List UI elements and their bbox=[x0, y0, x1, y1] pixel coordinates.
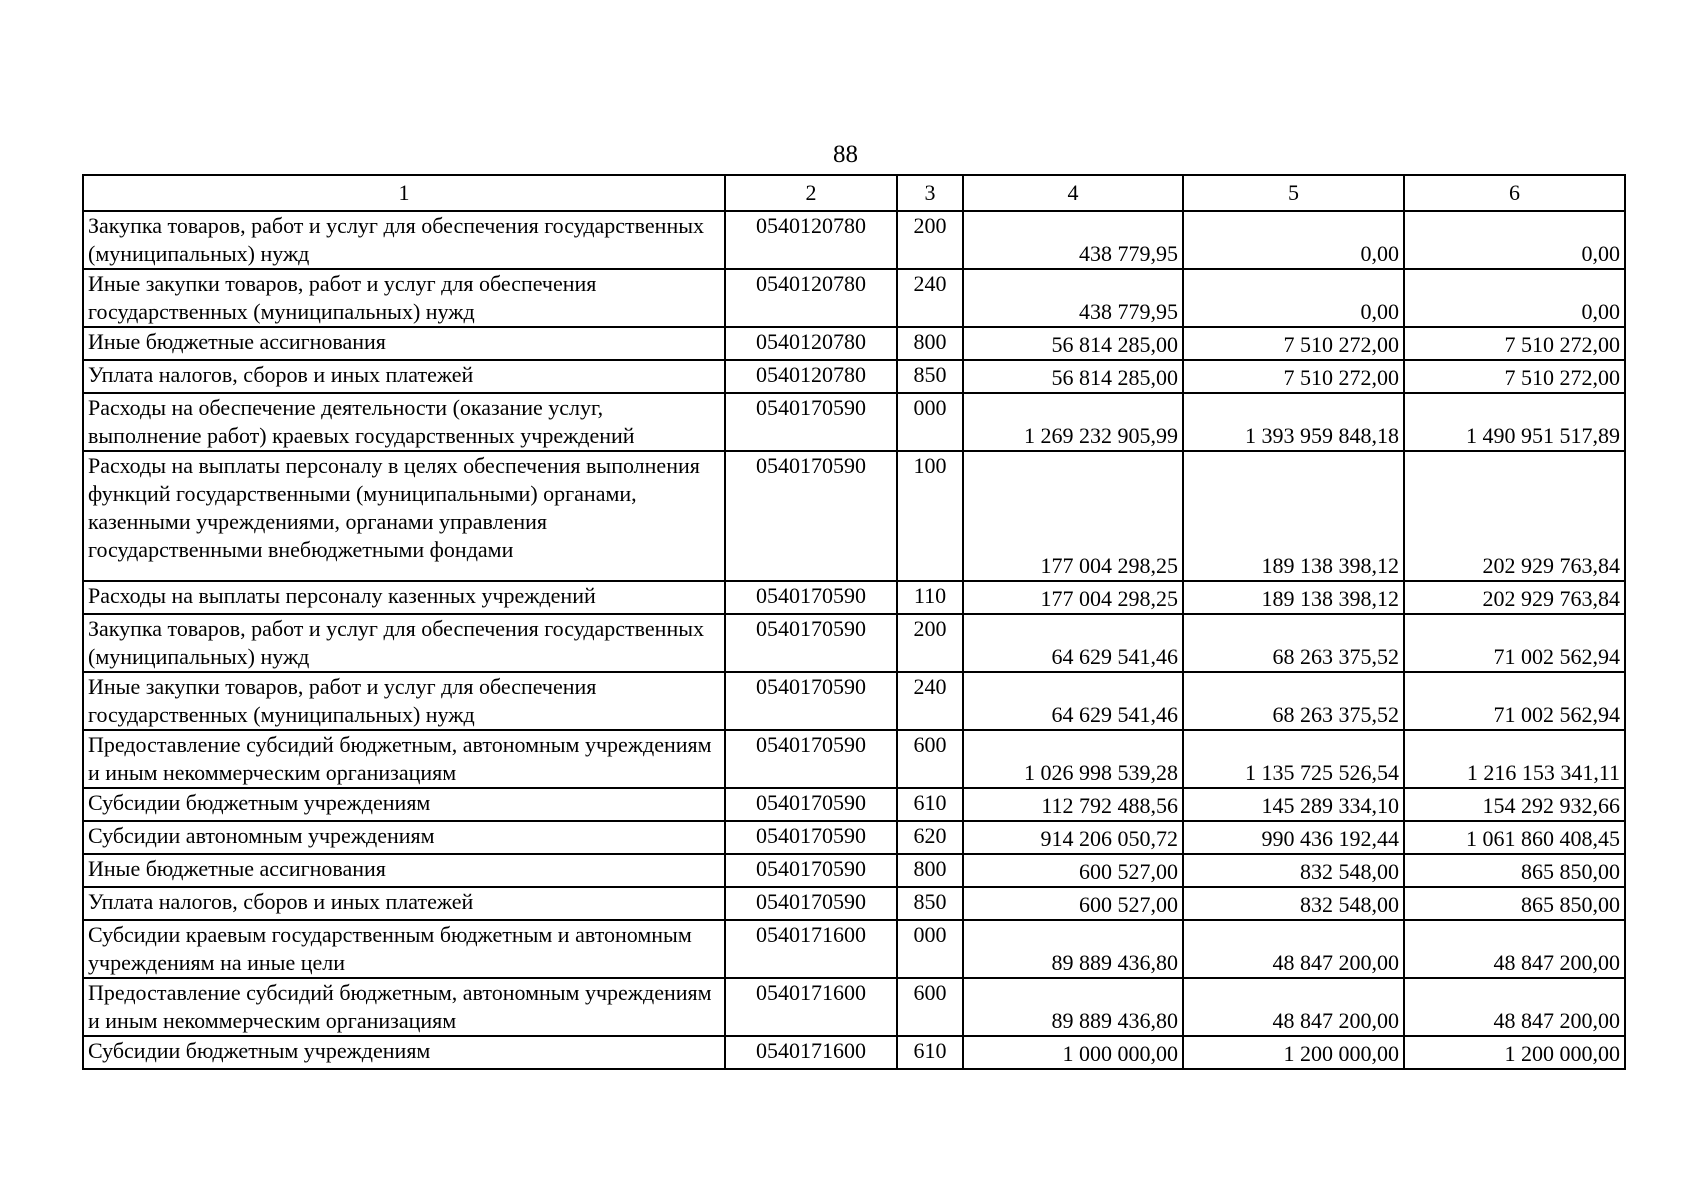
amount-column-6-cell: 0,00 bbox=[1404, 269, 1625, 327]
amount-column-6-cell: 1 061 860 408,45 bbox=[1404, 821, 1625, 854]
amount-column-5-cell: 1 135 725 526,54 bbox=[1183, 730, 1404, 788]
target-article-code-cell: 0540171600 bbox=[725, 978, 897, 1036]
amount-column-5-cell: 0,00 bbox=[1183, 211, 1404, 269]
expense-name-cell: Закупка товаров, работ и услуг для обеспечения государственных (муниципальных) нужд bbox=[83, 211, 725, 269]
amount-column-4-cell: 1 026 998 539,28 bbox=[963, 730, 1183, 788]
table-row bbox=[83, 1036, 1625, 1069]
amount-column-4-cell: 64 629 541,46 bbox=[963, 672, 1183, 730]
amount-column-6-cell: 154 292 932,66 bbox=[1404, 788, 1625, 821]
amount-column-5-cell: 48 847 200,00 bbox=[1183, 978, 1404, 1036]
amount-column-4-cell: 600 527,00 bbox=[963, 854, 1183, 887]
column-header-3: 3 bbox=[897, 175, 963, 211]
target-article-code-cell: 0540170590 bbox=[725, 581, 897, 614]
amount-column-6-cell: 48 847 200,00 bbox=[1404, 978, 1625, 1036]
expense-name-cell: Предоставление субсидий бюджетным, автономным учреждениям и иным некоммерческим организациям bbox=[83, 978, 725, 1036]
expense-name-cell: Иные бюджетные ассигнования bbox=[83, 327, 725, 360]
table-row bbox=[83, 393, 1625, 451]
column-header-5: 5 bbox=[1183, 175, 1404, 211]
amount-column-5-cell: 832 548,00 bbox=[1183, 854, 1404, 887]
amount-column-6-cell: 1 490 951 517,89 bbox=[1404, 393, 1625, 451]
column-header-1: 1 bbox=[83, 175, 725, 211]
table-row bbox=[83, 672, 1625, 730]
expense-type-code-cell: 000 bbox=[897, 393, 963, 451]
amount-column-5-cell: 189 138 398,12 bbox=[1183, 451, 1404, 581]
amount-column-4-cell: 56 814 285,00 bbox=[963, 360, 1183, 393]
expense-type-code-cell: 600 bbox=[897, 730, 963, 788]
amount-column-6-cell: 0,00 bbox=[1404, 211, 1625, 269]
expense-type-code-cell: 200 bbox=[897, 614, 963, 672]
amount-column-4-cell: 438 779,95 bbox=[963, 211, 1183, 269]
expense-type-code-cell: 100 bbox=[897, 451, 963, 581]
amount-column-5-cell: 68 263 375,52 bbox=[1183, 672, 1404, 730]
expense-name-cell: Субсидии бюджетным учреждениям bbox=[83, 788, 725, 821]
expense-name-cell: Уплата налогов, сборов и иных платежей bbox=[83, 360, 725, 393]
expense-type-code-cell: 240 bbox=[897, 269, 963, 327]
amount-column-4-cell: 64 629 541,46 bbox=[963, 614, 1183, 672]
amount-column-6-cell: 48 847 200,00 bbox=[1404, 920, 1625, 978]
table-row bbox=[83, 269, 1625, 327]
expense-type-code-cell: 110 bbox=[897, 581, 963, 614]
amount-column-4-cell: 1 269 232 905,99 bbox=[963, 393, 1183, 451]
target-article-code-cell: 0540120780 bbox=[725, 360, 897, 393]
expense-name-cell: Расходы на выплаты персоналу казенных учреждений bbox=[83, 581, 725, 614]
expense-name-cell: Предоставление субсидий бюджетным, автономным учреждениям и иным некоммерческим организациям bbox=[83, 730, 725, 788]
expense-name-cell: Уплата налогов, сборов и иных платежей bbox=[83, 887, 725, 920]
expense-name-cell: Субсидии бюджетным учреждениям bbox=[83, 1036, 725, 1069]
amount-column-5-cell: 832 548,00 bbox=[1183, 887, 1404, 920]
amount-column-6-cell: 1 216 153 341,11 bbox=[1404, 730, 1625, 788]
expense-name-cell: Расходы на обеспечение деятельности (оказание услуг, выполнение работ) краевых государственных учреждений bbox=[83, 393, 725, 451]
expense-type-code-cell: 850 bbox=[897, 887, 963, 920]
table-row bbox=[83, 887, 1625, 920]
amount-column-6-cell: 7 510 272,00 bbox=[1404, 327, 1625, 360]
expense-type-code-cell: 600 bbox=[897, 978, 963, 1036]
target-article-code-cell: 0540171600 bbox=[725, 1036, 897, 1069]
table-header bbox=[83, 175, 1625, 211]
target-article-code-cell: 0540171600 bbox=[725, 920, 897, 978]
amount-column-5-cell: 189 138 398,12 bbox=[1183, 581, 1404, 614]
amount-column-6-cell: 1 200 000,00 bbox=[1404, 1036, 1625, 1069]
target-article-code-cell: 0540170590 bbox=[725, 614, 897, 672]
expense-name-cell: Закупка товаров, работ и услуг для обеспечения государственных (муниципальных) нужд bbox=[83, 614, 725, 672]
table-row bbox=[83, 821, 1625, 854]
expense-name-cell: Иные бюджетные ассигнования bbox=[83, 854, 725, 887]
header-row bbox=[83, 175, 1625, 211]
table-row bbox=[83, 360, 1625, 393]
table-row bbox=[83, 327, 1625, 360]
budget-table bbox=[82, 174, 1626, 1070]
target-article-code-cell: 0540170590 bbox=[725, 821, 897, 854]
page-number: 88 bbox=[833, 141, 858, 168]
table-row bbox=[83, 730, 1625, 788]
expense-name-cell: Расходы на выплаты персоналу в целях обеспечения выполнения функций государственными (муниципальными) органами, казенными учреждениями, органами управления государственными внебюджетными фондами bbox=[83, 451, 725, 581]
amount-column-6-cell: 71 002 562,94 bbox=[1404, 614, 1625, 672]
table-row bbox=[83, 854, 1625, 887]
target-article-code-cell: 0540120780 bbox=[725, 327, 897, 360]
amount-column-4-cell: 1 000 000,00 bbox=[963, 1036, 1183, 1069]
expense-type-code-cell: 610 bbox=[897, 1036, 963, 1069]
target-article-code-cell: 0540170590 bbox=[725, 451, 897, 581]
amount-column-4-cell: 177 004 298,25 bbox=[963, 581, 1183, 614]
amount-column-6-cell: 865 850,00 bbox=[1404, 887, 1625, 920]
amount-column-4-cell: 438 779,95 bbox=[963, 269, 1183, 327]
expense-type-code-cell: 850 bbox=[897, 360, 963, 393]
amount-column-5-cell: 48 847 200,00 bbox=[1183, 920, 1404, 978]
amount-column-6-cell: 865 850,00 bbox=[1404, 854, 1625, 887]
expense-type-code-cell: 200 bbox=[897, 211, 963, 269]
expense-type-code-cell: 800 bbox=[897, 854, 963, 887]
expense-type-code-cell: 800 bbox=[897, 327, 963, 360]
amount-column-4-cell: 914 206 050,72 bbox=[963, 821, 1183, 854]
table-row bbox=[83, 920, 1625, 978]
amount-column-5-cell: 1 200 000,00 bbox=[1183, 1036, 1404, 1069]
amount-column-4-cell: 600 527,00 bbox=[963, 887, 1183, 920]
expense-name-cell: Субсидии автономным учреждениям bbox=[83, 821, 725, 854]
column-header-2: 2 bbox=[725, 175, 897, 211]
amount-column-4-cell: 177 004 298,25 bbox=[963, 451, 1183, 581]
amount-column-5-cell: 990 436 192,44 bbox=[1183, 821, 1404, 854]
amount-column-6-cell: 202 929 763,84 bbox=[1404, 451, 1625, 581]
target-article-code-cell: 0540170590 bbox=[725, 672, 897, 730]
table-row bbox=[83, 451, 1625, 581]
amount-column-5-cell: 1 393 959 848,18 bbox=[1183, 393, 1404, 451]
amount-column-5-cell: 0,00 bbox=[1183, 269, 1404, 327]
expense-name-cell: Субсидии краевым государственным бюджетным и автономным учреждениям на иные цели bbox=[83, 920, 725, 978]
expense-type-code-cell: 000 bbox=[897, 920, 963, 978]
amount-column-6-cell: 71 002 562,94 bbox=[1404, 672, 1625, 730]
amount-column-4-cell: 56 814 285,00 bbox=[963, 327, 1183, 360]
amount-column-6-cell: 7 510 272,00 bbox=[1404, 360, 1625, 393]
amount-column-4-cell: 89 889 436,80 bbox=[963, 920, 1183, 978]
target-article-code-cell: 0540120780 bbox=[725, 211, 897, 269]
table-row bbox=[83, 978, 1625, 1036]
table-row bbox=[83, 788, 1625, 821]
expense-name-cell: Иные закупки товаров, работ и услуг для обеспечения государственных (муниципальных) нужд bbox=[83, 672, 725, 730]
column-header-6: 6 bbox=[1404, 175, 1625, 211]
amount-column-5-cell: 7 510 272,00 bbox=[1183, 360, 1404, 393]
target-article-code-cell: 0540170590 bbox=[725, 854, 897, 887]
target-article-code-cell: 0540120780 bbox=[725, 269, 897, 327]
target-article-code-cell: 0540170590 bbox=[725, 730, 897, 788]
table-row bbox=[83, 614, 1625, 672]
amount-column-4-cell: 89 889 436,80 bbox=[963, 978, 1183, 1036]
amount-column-5-cell: 7 510 272,00 bbox=[1183, 327, 1404, 360]
amount-column-5-cell: 68 263 375,52 bbox=[1183, 614, 1404, 672]
target-article-code-cell: 0540170590 bbox=[725, 788, 897, 821]
amount-column-5-cell: 145 289 334,10 bbox=[1183, 788, 1404, 821]
expense-type-code-cell: 610 bbox=[897, 788, 963, 821]
expense-name-cell: Иные закупки товаров, работ и услуг для обеспечения государственных (муниципальных) нужд bbox=[83, 269, 725, 327]
amount-column-4-cell: 112 792 488,56 bbox=[963, 788, 1183, 821]
table-row bbox=[83, 581, 1625, 614]
table-row bbox=[83, 211, 1625, 269]
expense-type-code-cell: 240 bbox=[897, 672, 963, 730]
expense-type-code-cell: 620 bbox=[897, 821, 963, 854]
amount-column-6-cell: 202 929 763,84 bbox=[1404, 581, 1625, 614]
table-body bbox=[83, 211, 1625, 1069]
target-article-code-cell: 0540170590 bbox=[725, 393, 897, 451]
column-header-4: 4 bbox=[963, 175, 1183, 211]
target-article-code-cell: 0540170590 bbox=[725, 887, 897, 920]
